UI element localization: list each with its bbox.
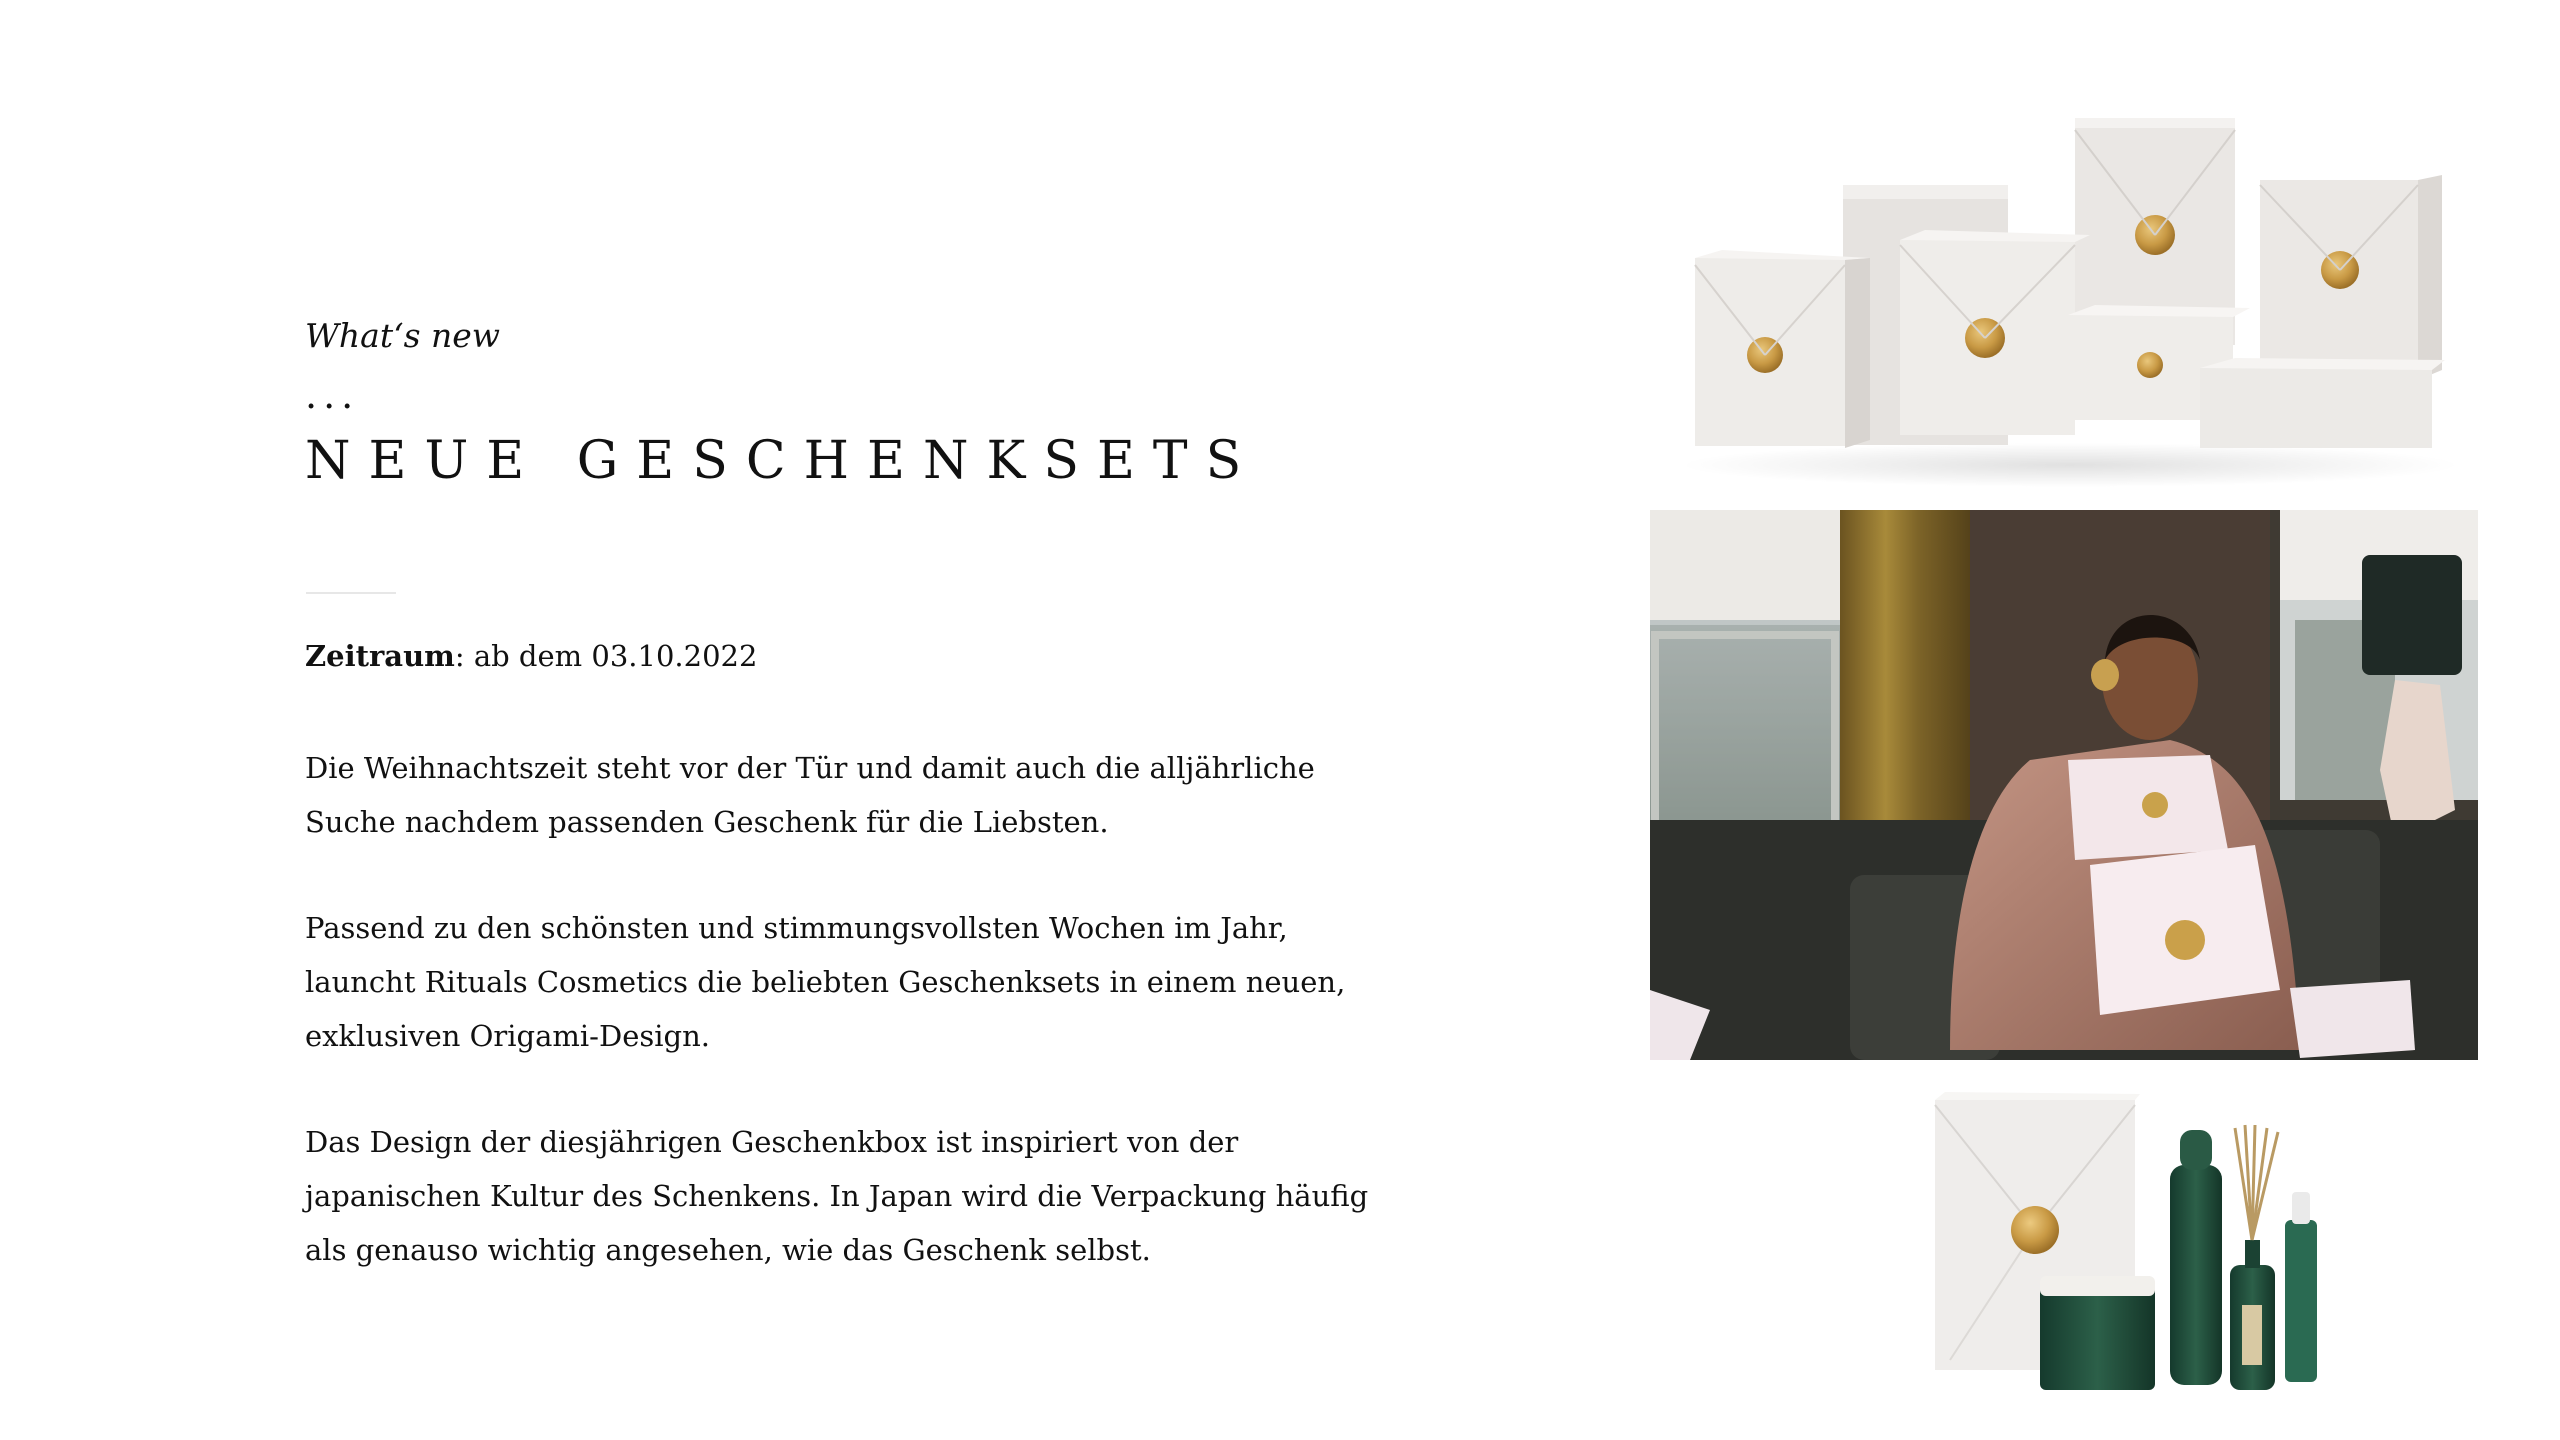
dots-separator: ... bbox=[305, 373, 360, 418]
page-title: NEUE GESCHENKSETS bbox=[305, 431, 1260, 492]
period-value: : ab dem 03.10.2022 bbox=[454, 639, 758, 674]
product-set-image bbox=[1930, 1090, 2365, 1402]
period-line bbox=[305, 636, 1385, 677]
text-column bbox=[305, 318, 1385, 1329]
paragraph-design: Das Design der diesjährigen Geschenkbox ist inspiriert von der japanischen Kultur des Schenkens. In Japan wird die Verpackung häufig als genauso wichtig angesehen, wie das Geschenk selbst. bbox=[305, 1124, 1369, 1267]
divider bbox=[306, 592, 396, 594]
lifestyle-photo bbox=[1650, 510, 2478, 1060]
paragraph-intro: Die Weihnachtszeit steht vor der Tür und damit auch die alljährliche Suche nachdem passenden Geschenk für die Liebsten. bbox=[305, 750, 1315, 839]
paragraph-launch: Passend zu den schönsten und stimmungsvollsten Wochen im Jahr, launcht Rituals Cosmetics die beliebten Geschenksets in einem neuen, exklusiven Origami-Design. bbox=[305, 910, 1346, 1053]
gift-boxes-image bbox=[1650, 70, 2495, 490]
kicker-text: What‘s new bbox=[305, 316, 501, 355]
period-label: Zeitraum bbox=[305, 639, 455, 674]
